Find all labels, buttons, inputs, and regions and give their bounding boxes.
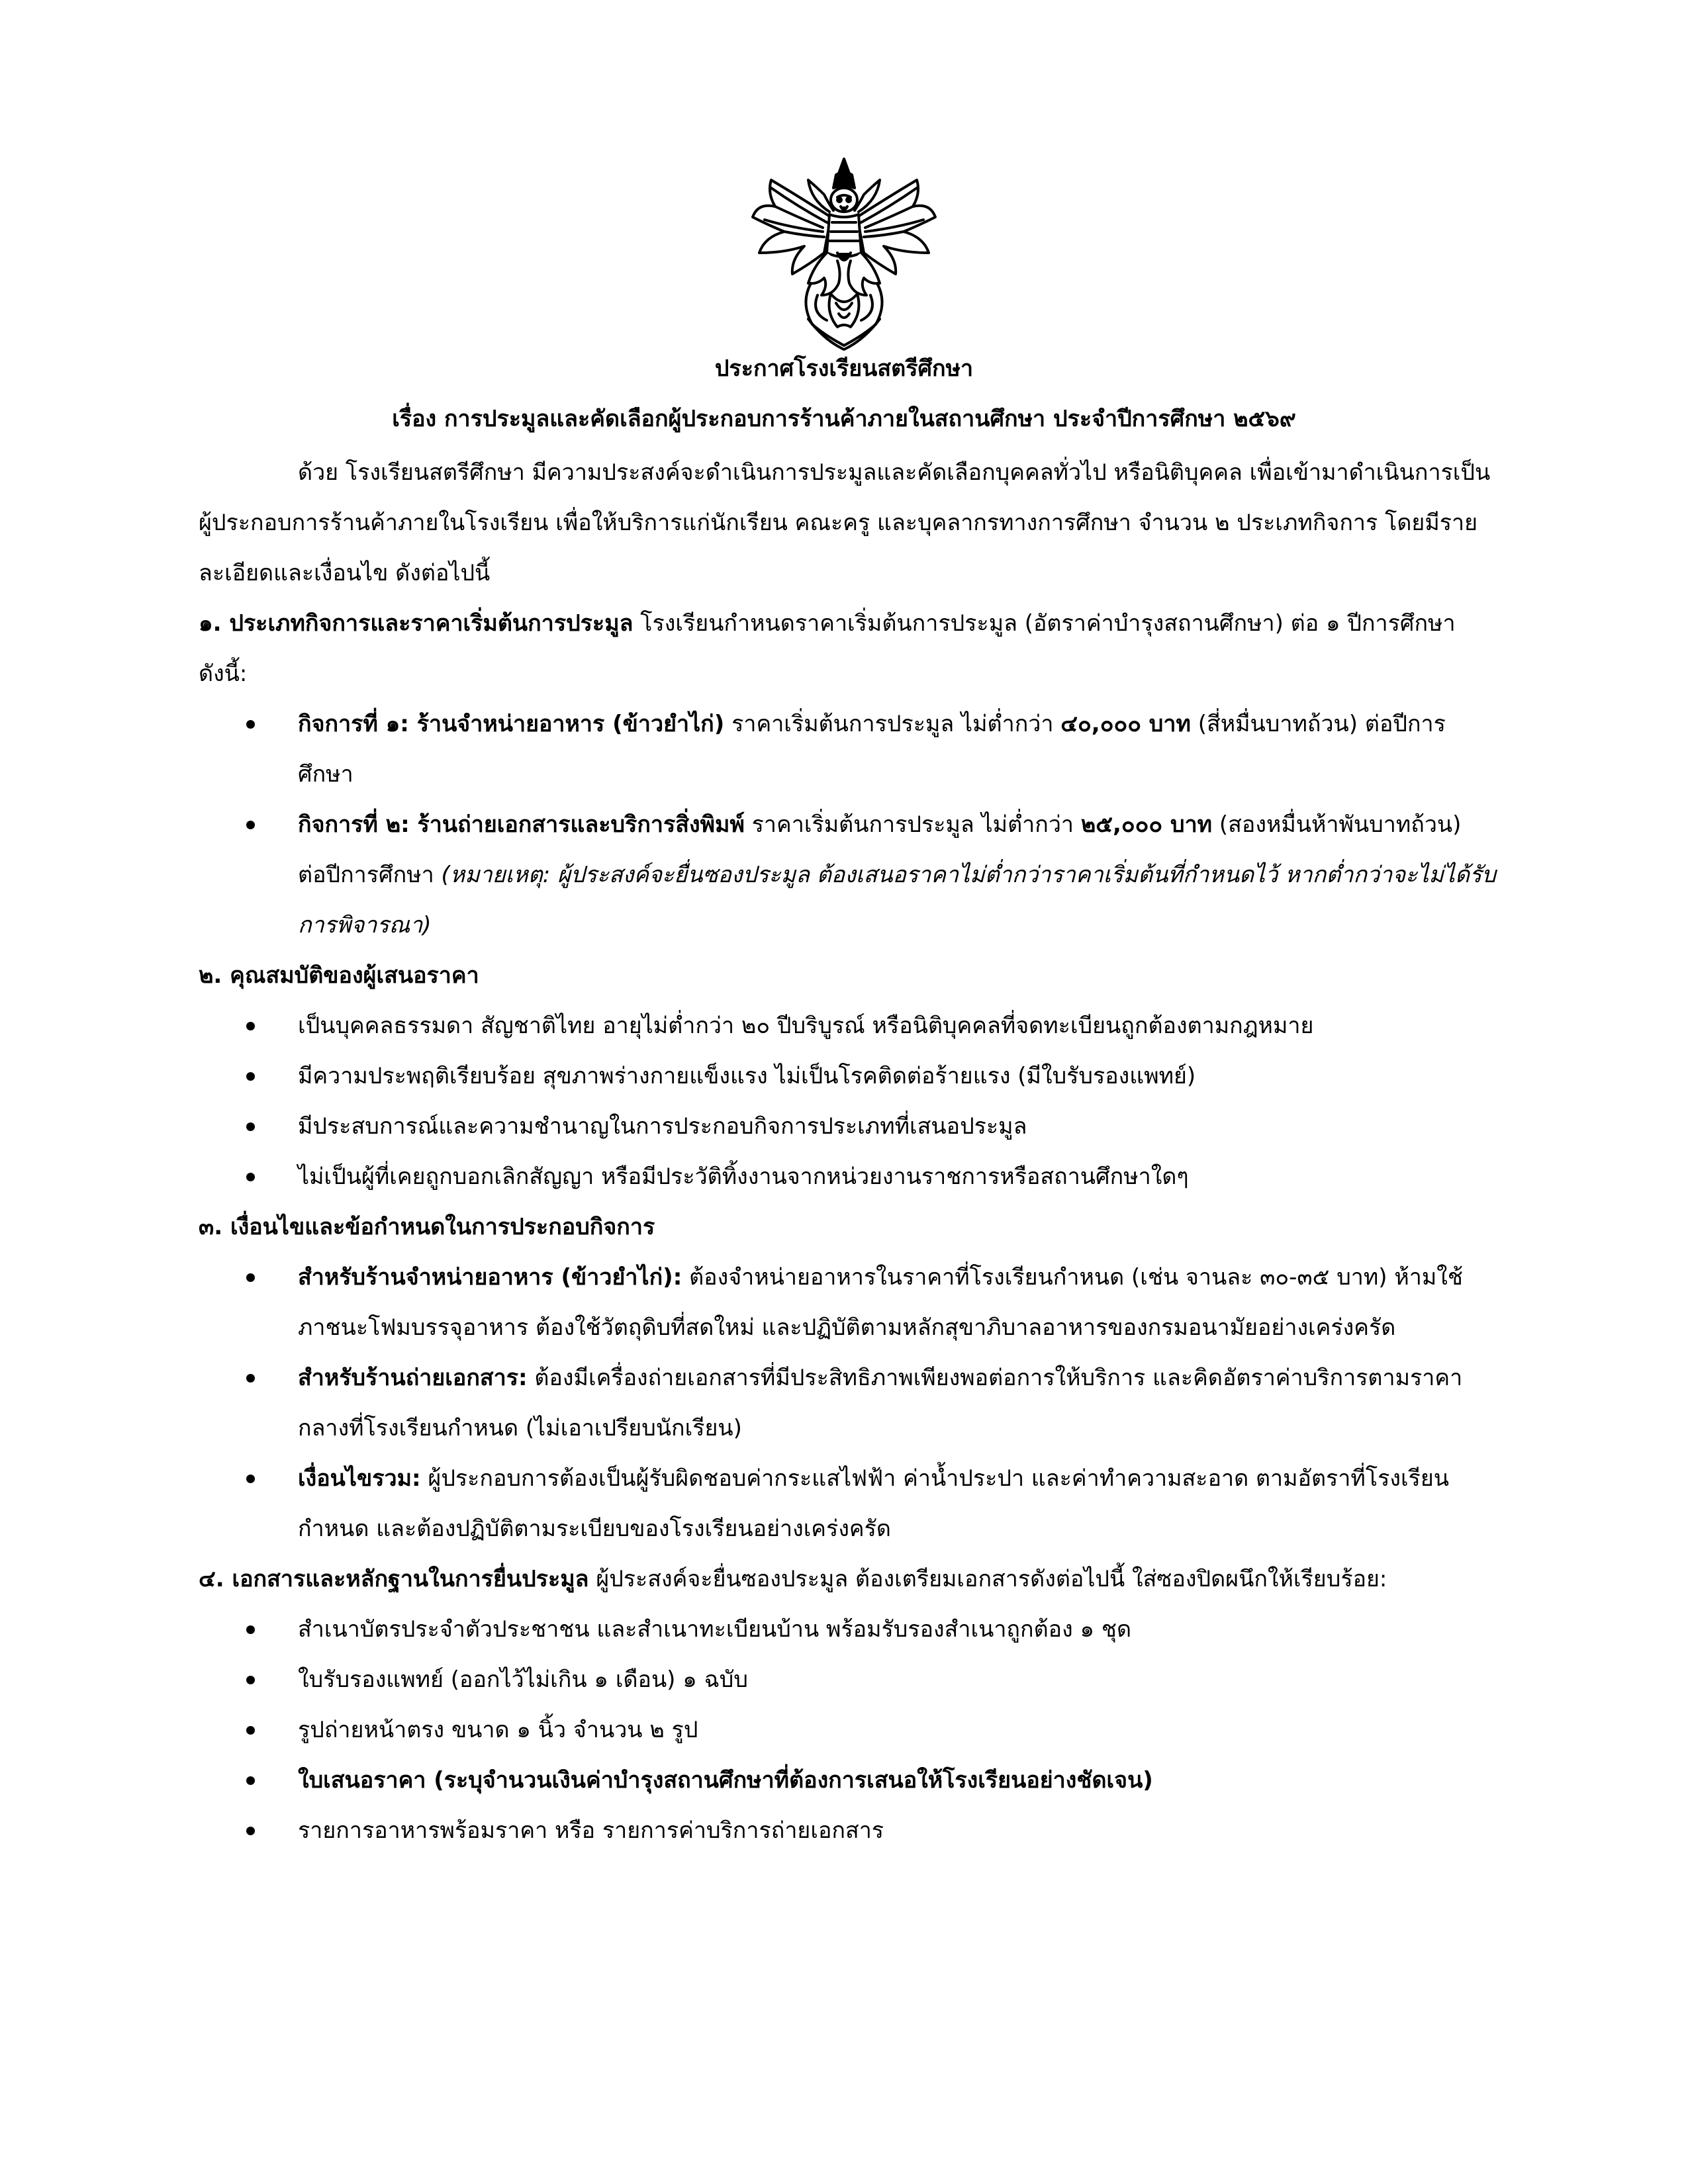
business-1-text-end: (สี่หมื่นบาทถ้วน) ต่อปีการศึกษา xyxy=(298,711,1446,788)
list-item: ใบรับรองแพทย์ (ออกไว้ไม่เกิน ๑ เดือน) ๑ ฉบับ xyxy=(199,1655,1496,1705)
section-4-heading: ๔. เอกสารและหลักฐานในการยื่นประมูล xyxy=(199,1566,589,1592)
list-item xyxy=(199,1353,1496,1453)
section-3-list xyxy=(199,1252,1496,1554)
garuda-emblem-icon xyxy=(745,154,943,352)
condition-general-text: ผู้ประกอบการต้องเป็นผู้รับผิดชอบค่ากระแสไฟฟ้า ค่าน้ำประปา และค่าทำความสะอาด ตามอัตราที่โรงเรียนกำหนด และต้องปฏิบัติตามระเบียบของโรงเรียนอย่างเคร่งครัด xyxy=(298,1465,1449,1542)
business-2-price: ๒๕,๐๐๐ บาท xyxy=(1080,811,1213,838)
list-item: สำเนาบัตรประจำตัวประชาชน และสำเนาทะเบียนบ้าน พร้อมรับรองสำเนาถูกต้อง ๑ ชุด xyxy=(199,1604,1496,1655)
list-item: รูปถ่ายหน้าตรง ขนาด ๑ นิ้ว จำนวน ๒ รูป xyxy=(199,1705,1496,1755)
section-4 xyxy=(199,1554,1496,1604)
list-item xyxy=(199,1453,1496,1554)
business-1-price: ๔๐,๐๐๐ บาท xyxy=(1060,711,1191,737)
section-4-list xyxy=(199,1604,1496,1856)
condition-food-text: ต้องจำหน่ายอาหารในราคาที่โรงเรียนกำหนด (เช่น จานละ ๓๐-๓๕ บาท) ห้ามใช้ภาชนะโฟมบรรจุอาหาร ต้องใช้วัตถุดิบที่สดใหม่ และปฏิบัติตามหลักสุขาภิบาลอาหารของกรมอนามัยอย่างเคร่งครัด xyxy=(298,1264,1463,1341)
condition-general-label: เงื่อนไขรวม: xyxy=(298,1465,421,1492)
document-subject: เรื่อง การประมูลและคัดเลือกผู้ประกอบการร้านค้าภายในสถานศึกษา ประจำปีการศึกษา ๒๕๖๙ xyxy=(392,406,1296,432)
list-item xyxy=(199,799,1496,950)
condition-copy-label: สำหรับร้านถ่ายเอกสาร: xyxy=(298,1365,528,1391)
section-1 xyxy=(199,598,1496,699)
list-item xyxy=(199,1252,1496,1353)
condition-copy-text: ต้องมีเครื่องถ่ายเอกสารที่มีประสิทธิภาพเพียงพอต่อการให้บริการ และคิดอัตราค่าบริการตามราคากลางที่โรงเรียนกำหนด (ไม่เอาเปรียบนักเรียน) xyxy=(298,1365,1463,1441)
list-item: มีประสบการณ์และความชำนาญในการประกอบกิจการประเภทที่เสนอประมูล xyxy=(199,1101,1496,1152)
section-2-list xyxy=(199,1001,1496,1202)
business-2-label: กิจการที่ ๒: ร้านถ่ายเอกสารและบริการสิ่งพิมพ์ xyxy=(298,811,745,838)
intro-paragraph: ด้วย โรงเรียนสตรีศึกษา มีความประสงค์จะดำเนินการประมูลและคัดเลือกบุคคลทั่วไป หรือนิติบุคคล เพื่อเข้ามาดำเนินการเป็นผู้ประกอบการร้านค้าภายในโรงเรียน เพื่อให้บริการแก่นักเรียน คณะครู และบุคลากรทางการศึกษา จำนวน ๒ ประเภทกิจการ โดยมีรายละเอียดและเงื่อนไข ดังต่อไปนี้ xyxy=(199,459,1491,586)
section-4-text: ผู้ประสงค์จะยื่นซองประมูล ต้องเตรียมเอกสารดังต่อไปนี้ ใส่ซองปิดผนึกให้เรียบร้อย: xyxy=(588,1566,1387,1592)
business-2-note: (หมายเหตุ: ผู้ประสงค์จะยื่นซองประมูล ต้องเสนอราคาไม่ต่ำกว่าราคาเริ่มต้นที่กำหนดไว้ หากต่ำกว่าจะไม่ได้รับการพิจารณา) xyxy=(298,862,1496,938)
list-item: ไม่เป็นผู้ที่เคยถูกบอกเลิกสัญญา หรือมีประวัติทิ้งงานจากหน่วยงานราชการหรือสถานศึกษาใดๆ xyxy=(199,1152,1496,1202)
list-item: รายการอาหารพร้อมราคา หรือ รายการค่าบริการถ่ายเอกสาร xyxy=(199,1805,1496,1856)
business-1-text: ราคาเริ่มต้นการประมูล ไม่ต่ำกว่า xyxy=(724,711,1061,737)
list-item xyxy=(199,699,1496,799)
section-3-heading: ๓. เงื่อนไขและข้อกำหนดในการประกอบกิจการ xyxy=(199,1214,655,1240)
business-1-label: กิจการที่ ๑: ร้านจำหน่ายอาหาร (ข้าวยำไก่) xyxy=(298,711,725,737)
document-body xyxy=(199,447,1496,1856)
section-2-heading: ๒. คุณสมบัติของผู้เสนอราคา xyxy=(199,962,479,989)
condition-food-label: สำหรับร้านจำหน่ายอาหาร (ข้าวยำไก่): xyxy=(298,1264,682,1291)
business-2-text: ราคาเริ่มต้นการประมูล ไม่ต่ำกว่า xyxy=(744,811,1081,838)
list-item: มีความประพฤติเรียบร้อย สุขภาพร่างกายแข็งแรง ไม่เป็นโรคติดต่อร้ายแรง (มีใบรับรองแพทย์) xyxy=(199,1051,1496,1101)
section-1-list xyxy=(199,699,1496,950)
list-item-quotation: ใบเสนอราคา (ระบุจำนวนเงินค่าบำรุงสถานศึกษาที่ต้องการเสนอให้โรงเรียนอย่างชัดเจน) xyxy=(199,1755,1496,1805)
document-title: ประกาศโรงเรียนสตรีศึกษา xyxy=(714,355,974,382)
section-1-text: โรงเรียนกำหนดราคาเริ่มต้นการประมูล (อัตราค่าบำรุงสถานศึกษา) ต่อ ๑ ปีการศึกษา ดังนี้: xyxy=(199,610,1456,687)
section-1-heading: ๑. ประเภทกิจการและราคาเริ่มต้นการประมูล xyxy=(199,610,633,637)
business-2-text-end: (สองหมื่นห้าพันบาทถ้วน) ต่อปีการศึกษา xyxy=(298,811,1462,888)
list-item: เป็นบุคคลธรรมดา สัญชาติไทย อายุไม่ต่ำกว่า ๒๐ ปีบริบูรณ์ หรือนิติบุคคลที่จดทะเบียนถูกต้องตามกฎหมาย xyxy=(199,1001,1496,1051)
